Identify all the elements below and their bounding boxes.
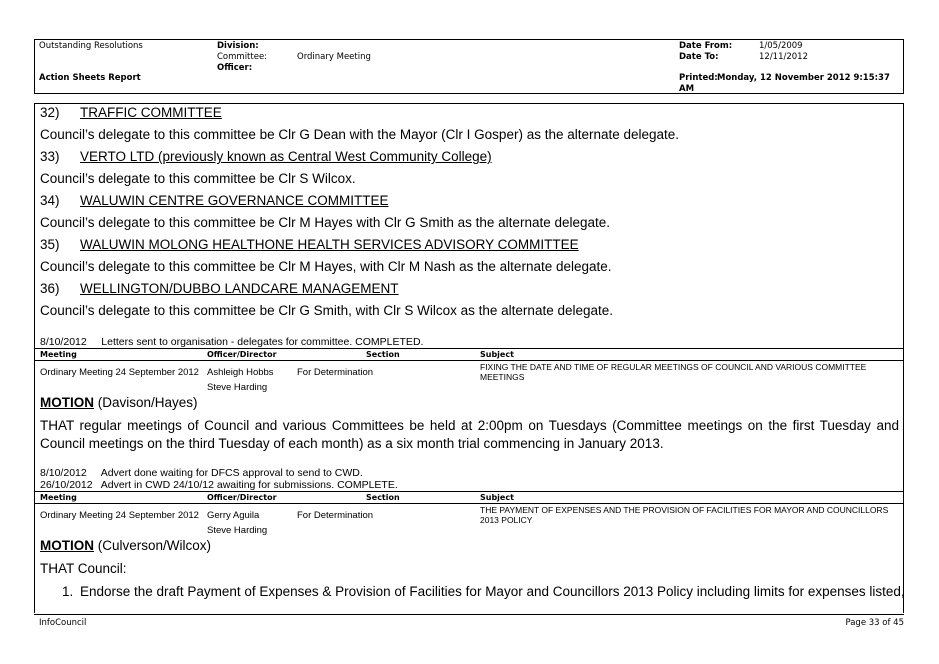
item-text: Council’s delegate to this committee be Clr M Hayes with Clr G Smith as the alternate delegate.	[40, 215, 611, 230]
date-from-value: 1/05/2009	[759, 41, 803, 51]
col-header-officer: Officer/Director	[207, 493, 277, 502]
divider	[34, 360, 904, 361]
record-officer: Gerry Aguila	[207, 510, 260, 521]
action-note: 8/10/2012 Letters sent to organisation - delegates for committee. COMPLETED.	[40, 336, 424, 348]
date-to-value: 12/11/2012	[759, 52, 808, 62]
motion-label: MOTION	[40, 395, 94, 410]
divider	[34, 348, 904, 349]
printed-value-cont: AM	[679, 84, 695, 94]
record-subject: THE PAYMENT OF EXPENSES AND THE PROVISION OF FACILITIES FOR MAYOR AND COUNCILLORS 2013 POLICY	[480, 505, 889, 525]
col-header-meeting: Meeting	[40, 493, 77, 502]
item-title: TRAFFIC COMMITTEE	[80, 105, 222, 120]
officer-label: Officer:	[217, 63, 253, 73]
footer-divider	[34, 614, 904, 615]
item-number: 34)	[40, 193, 60, 208]
item-title: WELLINGTON/DUBBO LANDCARE MANAGEMENT	[80, 281, 399, 296]
action-note: 8/10/2012 Advert done waiting for DFCS approval to send to CWD.	[40, 467, 363, 479]
col-header-section: Section	[366, 350, 400, 359]
record-meeting: Ordinary Meeting 24 September 2012	[40, 510, 199, 521]
point-number: 1.	[62, 584, 74, 599]
division-label: Division:	[217, 41, 259, 51]
item-number: 33)	[40, 149, 60, 164]
record-section: For Determination	[297, 367, 374, 378]
point-text: Endorse the draft Payment of Expenses & Provision of Facilities for Mayor and Councillors 2013 Policy including limits for expenses listed,	[80, 584, 905, 599]
item-number: 36)	[40, 281, 60, 296]
record-meeting: Ordinary Meeting 24 September 2012	[40, 367, 199, 378]
motion-heading	[40, 538, 211, 554]
motion-heading	[40, 395, 198, 411]
motion-movers: (Davison/Hayes)	[94, 395, 198, 410]
item-text: Council’s delegate to this committee be Clr G Dean with the Mayor (Clr I Gosper) as the alternate delegate.	[40, 127, 680, 142]
item-text: Council’s delegate to this committee be Clr M Hayes, with Clr M Nash as the alternate delegate.	[40, 259, 612, 274]
col-header-section: Section	[366, 493, 400, 502]
item-text: Council’s delegate to this committee be Clr S Wilcox.	[40, 171, 356, 186]
report-type: Action Sheets Report	[39, 73, 141, 83]
date-from-label: Date From:	[679, 41, 733, 51]
item-title: WALUWIN CENTRE GOVERNANCE COMMITTEE	[80, 193, 389, 208]
record-section: For Determination	[297, 510, 374, 521]
item-title: VERTO LTD (previously known as Central West Community College)	[80, 149, 492, 164]
record-director: Steve Harding	[207, 382, 268, 393]
printed-label: Printed:	[679, 73, 718, 83]
page-number: Page 33 of 45	[845, 618, 904, 628]
motion-label: MOTION	[40, 538, 94, 553]
divider	[34, 491, 904, 492]
date-to-label: Date To:	[679, 52, 719, 62]
item-text: Council’s delegate to this committee be Clr G Smith, with Clr S Wilcox as the alternate delegate.	[40, 303, 614, 318]
col-header-subject: Subject	[480, 493, 514, 502]
committee-label: Committee:	[217, 52, 268, 62]
col-header-subject: Subject	[480, 350, 514, 359]
footer-brand: InfoCouncil	[39, 618, 87, 628]
report-name: Outstanding Resolutions	[39, 41, 143, 51]
item-number: 35)	[40, 237, 60, 252]
record-officer: Ashleigh Hobbs	[207, 367, 274, 378]
motion-movers: (Culverson/Wilcox)	[94, 538, 212, 553]
divider	[34, 503, 904, 504]
that-council: THAT Council:	[40, 561, 127, 576]
record-subject: FIXING THE DATE AND TIME OF REGULAR MEETINGS OF COUNCIL AND VARIOUS COMMITTEE MEETINGS	[480, 362, 867, 382]
item-number: 32)	[40, 105, 60, 120]
action-note: 26/10/2012 Advert in CWD 24/10/12 awaiting for submissions. COMPLETE.	[40, 479, 398, 491]
col-header-meeting: Meeting	[40, 350, 77, 359]
motion-text: THAT regular meetings of Council and various Committees be held at 2:00pm on Tuesdays (Committee meetings on the first Tuesday and Council meetings on the third Tuesday of each month) as a six month trial commencing in January 2013.	[40, 418, 899, 451]
committee-value: Ordinary Meeting	[297, 52, 371, 62]
item-title: WALUWIN MOLONG HEALTHONE HEALTH SERVICES ADVISORY COMMITTEE	[80, 237, 579, 252]
col-header-officer: Officer/Director	[207, 350, 277, 359]
printed-value: Monday, 12 November 2012 9:15:37	[717, 73, 890, 83]
record-director: Steve Harding	[207, 525, 268, 536]
